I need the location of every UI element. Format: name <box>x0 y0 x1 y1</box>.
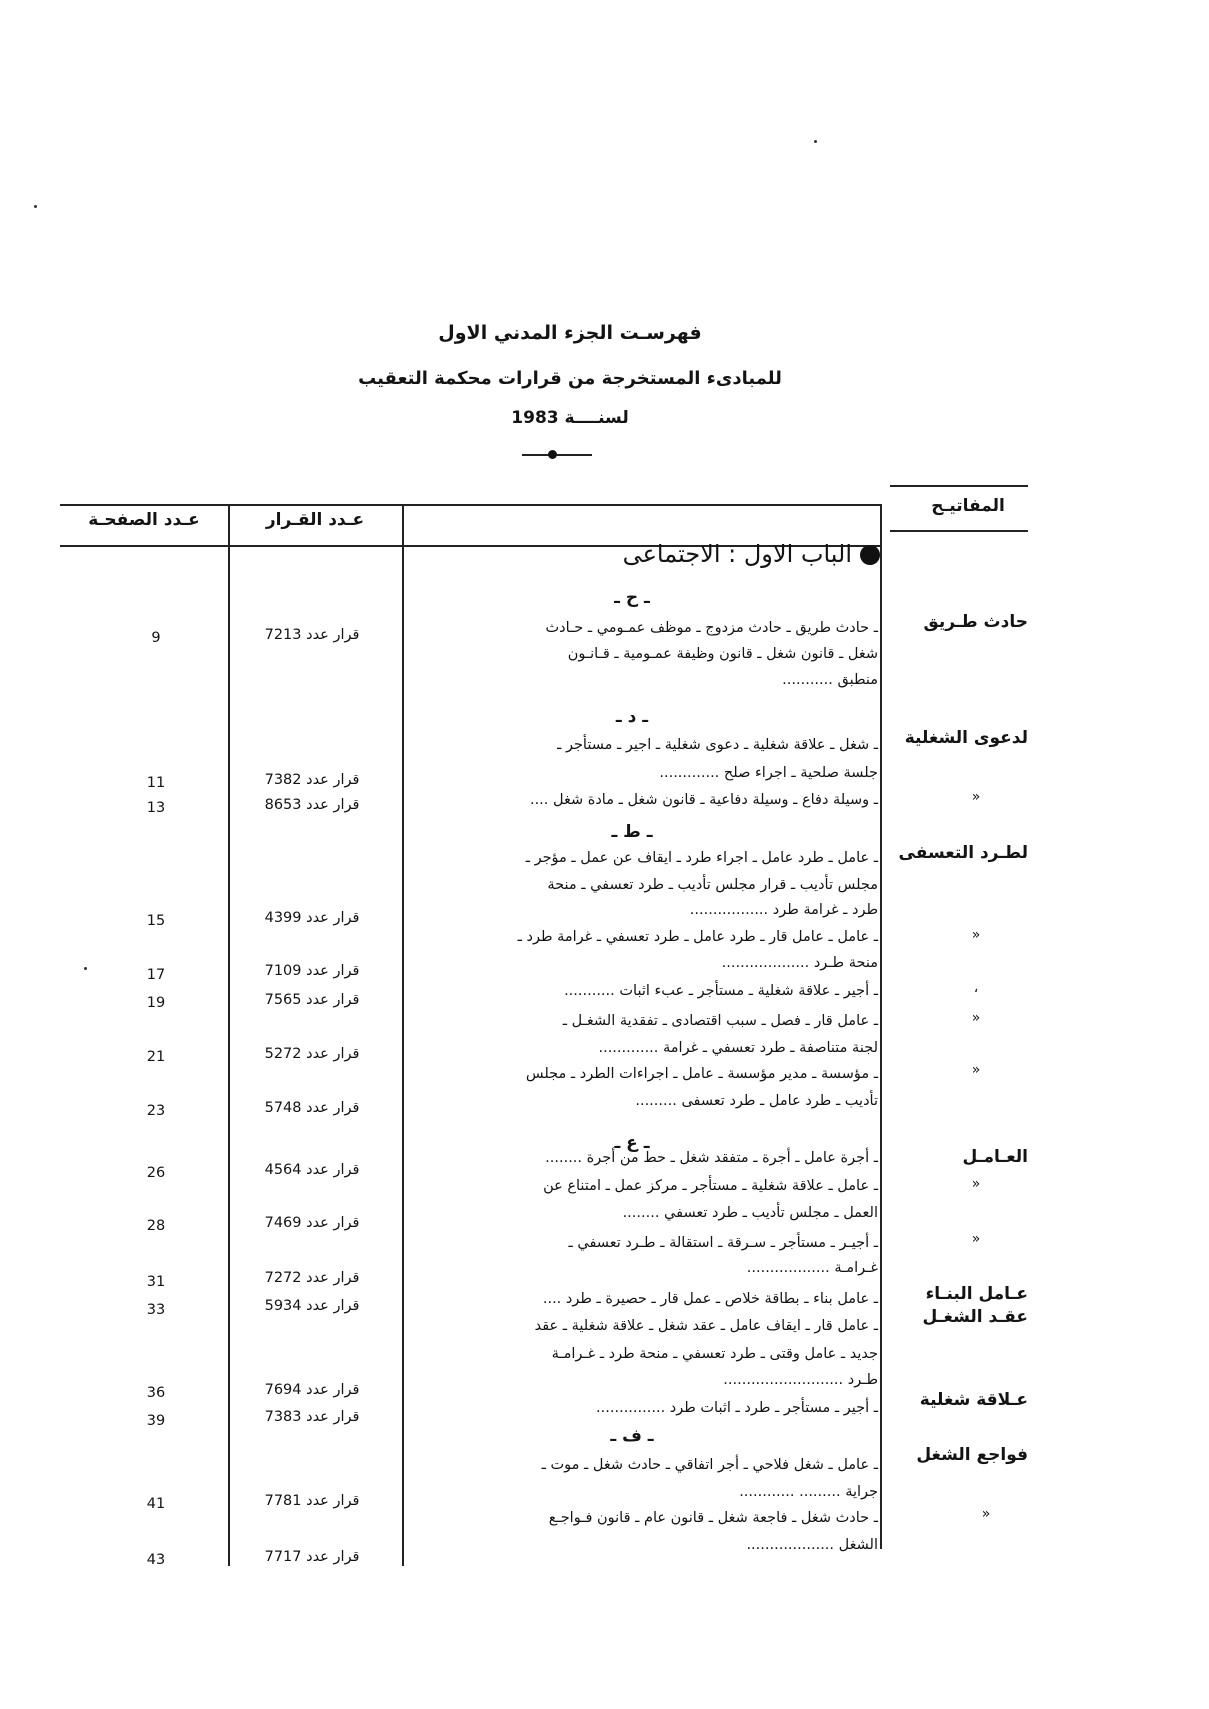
keyword: عقـد الشغـل <box>922 1307 1028 1327</box>
letter-heading: ـ ط ـ <box>611 822 653 842</box>
description-line: ـ عامل ـ طرد عامل ـ اجراء طرد ـ ايقاف عن عمل ـ مؤجر ـ <box>525 850 878 866</box>
section-title: الباب الاول : الاجتماعى <box>622 540 852 568</box>
ditto-mark: » <box>971 927 981 943</box>
page-number: 13 <box>146 800 166 816</box>
page-number: 17 <box>146 967 166 983</box>
ditto-mark: » <box>971 1010 981 1026</box>
index-year: لسنــــة 1983 <box>511 408 629 428</box>
letter-heading: ـ ف ـ <box>610 1426 654 1446</box>
scan-speck <box>34 205 37 208</box>
description-line: لجنة متناصفة ـ طرد تعسفي ـ غرامة ............. <box>598 1040 878 1056</box>
description-line: ـ أجيـر ـ مستأجر ـ سـرقة ـ استقالة ـ طـرد تعسفي ـ <box>568 1235 878 1251</box>
decision-number: قرار عدد 7382 <box>264 772 360 788</box>
decision-number: قرار عدد 8653 <box>264 797 360 813</box>
keyword: عـلاقة شغلية <box>919 1390 1028 1410</box>
keywords-header: المفاتيـح <box>931 496 1005 516</box>
description-line: ـ عامل ـ شغل فلاحي ـ أجر اتفاقي ـ حادث شغل ـ موت ـ <box>541 1457 878 1473</box>
letter-heading: ـ ع ـ <box>614 1133 650 1153</box>
description-line: غـرامـة .................. <box>746 1260 878 1276</box>
decision-number: قرار عدد 7694 <box>264 1382 360 1398</box>
description-line: ـ أجرة عامل ـ أجرة ـ متفقد شغل ـ حط من أجرة ........ <box>545 1150 878 1166</box>
description-line: ـ عامل بناء ـ بطاقة خلاص ـ عمل قار ـ حصيرة ـ طرد .... <box>542 1291 878 1307</box>
decision-column-divider <box>402 504 404 1566</box>
description-line: جديد ـ عامل وقتى ـ طرد تعسفي ـ منحة طرد ـ غـرامـة <box>551 1346 878 1362</box>
decision-header: عـدد القـرار <box>265 510 365 530</box>
description-line: منحة طـرد ................... <box>721 955 878 971</box>
separator-dot <box>548 450 557 459</box>
decision-number: قرار عدد 7717 <box>264 1549 360 1565</box>
keyword: لدعوى الشغلية <box>904 728 1028 748</box>
keyword: فواجع الشغل <box>916 1445 1028 1465</box>
page-number: 33 <box>146 1302 166 1318</box>
description-line: جلسة صلحية ـ اجراء صلح ............. <box>659 765 878 781</box>
ditto-mark: » <box>971 1062 981 1078</box>
scan-speck <box>84 967 87 970</box>
description-line: طرد ـ غرامة طرد ................. <box>689 902 878 918</box>
decision-number: قرار عدد 7565 <box>264 992 360 1008</box>
description-line: الشغل ................... <box>746 1537 878 1553</box>
decision-number: قرار عدد 4399 <box>264 910 360 926</box>
description-line: منطبق ........... <box>782 672 878 688</box>
keyword: لطـرد التعسفى <box>898 843 1028 863</box>
keyword: حادث طـريق <box>923 612 1028 632</box>
description-line: ـ عامل قار ـ ايقاف عامل ـ عقد شغل ـ علاقة شغلية ـ عقد <box>534 1318 878 1334</box>
ditto-mark: ، <box>973 980 979 996</box>
description-line: طـرد .......................... <box>723 1372 878 1388</box>
description-line: شغل ـ قانون شغل ـ قانون وظيفة عمـومية ـ قـانـون <box>567 646 878 662</box>
description-line: جراية ......... ............ <box>739 1484 878 1500</box>
page-number: 9 <box>151 630 161 646</box>
letter-heading: ـ د ـ <box>615 707 649 727</box>
ditto-mark: » <box>971 1231 981 1247</box>
page-number: 26 <box>146 1165 166 1181</box>
keywords-header-rule <box>890 530 1028 532</box>
description-line: تأديب ـ طرد عامل ـ طرد تعسفى ......... <box>635 1093 878 1109</box>
description-line: ـ أجير ـ علاقة شغلية ـ مستأجر ـ عبء اثبات ........... <box>564 983 878 999</box>
decision-number: قرار عدد 5934 <box>264 1298 360 1314</box>
description-line: ـ أجير ـ مستأجر ـ طرد ـ اثبات طرد ............... <box>596 1400 878 1416</box>
description-line: ـ حادث طريق ـ حادث مزدوج ـ موظف عمـومي ـ حـادث <box>545 620 878 636</box>
description-line: ـ عامل قار ـ فصل ـ سبب اقتصادى ـ تفقدية الشغـل ـ <box>562 1013 878 1029</box>
description-line: ـ عامل ـ علاقة شغلية ـ مستأجر ـ مركز عمل ـ امتناع عن <box>543 1178 878 1194</box>
decision-number: قرار عدد 7213 <box>264 627 360 643</box>
index-title: فهرسـت الجزء المدني الاول <box>438 322 702 344</box>
page-number: 21 <box>146 1049 166 1065</box>
description-line: ـ حادث شغل ـ فاجعة شغل ـ قانون عام ـ قانون فـواجـع <box>548 1510 878 1526</box>
ditto-mark: » <box>971 1176 981 1192</box>
decision-number: قرار عدد 4564 <box>264 1162 360 1178</box>
description-line: مجلس تأديب ـ قرار مجلس تأديب ـ طرد تعسفي ـ منحة <box>547 877 878 893</box>
keywords-top-rule <box>890 485 1028 487</box>
page-header: عـدد الصفحـة <box>88 510 200 530</box>
keyword: العـامـل <box>962 1147 1028 1167</box>
keyword: عـامل البنـاء <box>925 1284 1028 1304</box>
ditto-mark: » <box>971 789 981 805</box>
section-heading <box>560 540 880 568</box>
page-number: 11 <box>146 775 166 791</box>
page-number: 36 <box>146 1385 166 1401</box>
page-number: 28 <box>146 1218 166 1234</box>
title-separator <box>522 454 592 456</box>
scan-speck <box>814 140 817 143</box>
index-subtitle: للمبادىء المستخرجة من قرارات محكمة التعقيب <box>358 368 782 389</box>
decision-number: قرار عدد 5272 <box>264 1046 360 1062</box>
page-column-divider <box>228 504 230 1566</box>
header-top-rule <box>60 504 882 506</box>
decision-number: قرار عدد 7383 <box>264 1409 360 1425</box>
description-line: العمل ـ مجلس تأديب ـ طرد تعسفي ........ <box>622 1205 878 1221</box>
letter-heading: ـ ح ـ <box>614 588 650 608</box>
page-number: 23 <box>146 1103 166 1119</box>
description-line: ـ مؤسسة ـ مدير مؤسسة ـ عامل ـ اجراءات الطرد ـ مجلس <box>525 1066 878 1082</box>
description-line: ـ عامل ـ عامل قار ـ طرد عامل ـ طرد تعسفي ـ غرامة طرد ـ <box>517 929 878 945</box>
page-number: 43 <box>146 1552 166 1568</box>
decision-number: قرار عدد 5748 <box>264 1100 360 1116</box>
decision-number: قرار عدد 7109 <box>264 963 360 979</box>
ditto-mark: » <box>981 1506 991 1522</box>
decision-number: قرار عدد 7272 <box>264 1270 360 1286</box>
page-number: 41 <box>146 1496 166 1512</box>
description-line: ـ شغل ـ علاقة شغلية ـ دعوى شغلية ـ اجير ـ مستأجر ـ <box>557 737 878 753</box>
description-line: ـ وسيلة دفاع ـ وسيلة دفاعية ـ قانون شغل ـ مادة شغل .... <box>529 792 878 808</box>
page-number: 19 <box>146 995 166 1011</box>
page-number: 31 <box>146 1274 166 1290</box>
page-number: 15 <box>146 913 166 929</box>
decision-number: قرار عدد 7469 <box>264 1215 360 1231</box>
page-number: 39 <box>146 1413 166 1429</box>
decision-number: قرار عدد 7781 <box>264 1493 360 1509</box>
section-bullet <box>860 545 880 565</box>
